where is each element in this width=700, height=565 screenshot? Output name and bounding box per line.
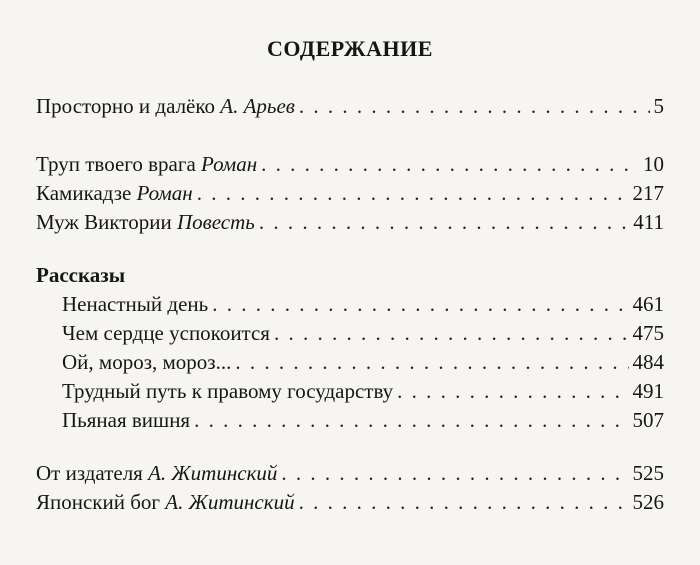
- entry-title: Камикадзе: [36, 181, 132, 205]
- dot-leader: [235, 349, 628, 375]
- toc-entry: [36, 460, 664, 486]
- toc-entry: [36, 93, 664, 119]
- dot-leader: [281, 460, 628, 486]
- entry-page: 411: [633, 210, 664, 234]
- dot-leader: [194, 407, 628, 433]
- entry-genre: Повесть: [176, 210, 255, 234]
- entry-page: 491: [632, 379, 664, 403]
- entry-genre: Роман: [201, 152, 258, 176]
- dot-leader: [261, 151, 639, 177]
- dot-leader: [212, 291, 628, 317]
- entry-page: 526: [632, 490, 664, 514]
- toc-entry: [36, 209, 664, 235]
- page-title: СОДЕРЖАНИЕ: [267, 36, 433, 61]
- entry-page: 461: [632, 292, 664, 316]
- dot-leader: [274, 320, 629, 346]
- entry-page: 475: [632, 321, 664, 345]
- toc-entry: [62, 407, 664, 433]
- toc-entry: [62, 291, 664, 317]
- entry-title: Труп твоего врага: [36, 152, 196, 176]
- toc-entry: [62, 320, 664, 346]
- toc-entry: [62, 349, 664, 375]
- dot-leader: [197, 180, 629, 206]
- entry-page: 10: [643, 152, 664, 176]
- entry-title: Просторно и далёко: [36, 94, 216, 118]
- entry-genre: Роман: [136, 181, 193, 205]
- entry-title: Ой, мороз, мороз...: [62, 350, 232, 374]
- entry-page: 525: [632, 461, 664, 485]
- dot-leader: [397, 378, 628, 404]
- entry-page: 5: [653, 94, 664, 118]
- dot-leader: [299, 93, 650, 119]
- entry-title: Трудный путь к правому государству: [62, 379, 394, 403]
- entry-title: Чем сердце успокоится: [62, 321, 270, 345]
- entry-author: А. Арьев: [220, 94, 295, 118]
- entry-page: 507: [632, 408, 664, 432]
- toc-entry: [36, 489, 664, 515]
- dot-leader: [259, 209, 629, 235]
- entry-page: 484: [632, 350, 664, 374]
- entry-author: А. Житинский: [148, 461, 278, 485]
- entry-page: 217: [632, 181, 664, 205]
- entry-title: Ненастный день: [62, 292, 209, 316]
- entry-title: От издателя: [36, 461, 143, 485]
- entry-title: Пьяная вишня: [62, 408, 191, 432]
- section-heading-stories: Рассказы: [36, 263, 126, 287]
- entry-title: Муж Виктории: [36, 210, 172, 234]
- entry-title: Японский бог: [36, 490, 161, 514]
- entry-author: А. Житинский: [165, 490, 295, 514]
- dot-leader: [299, 489, 629, 515]
- toc-entry: [36, 151, 664, 177]
- toc-entry: [36, 180, 664, 206]
- toc-entry: [62, 378, 664, 404]
